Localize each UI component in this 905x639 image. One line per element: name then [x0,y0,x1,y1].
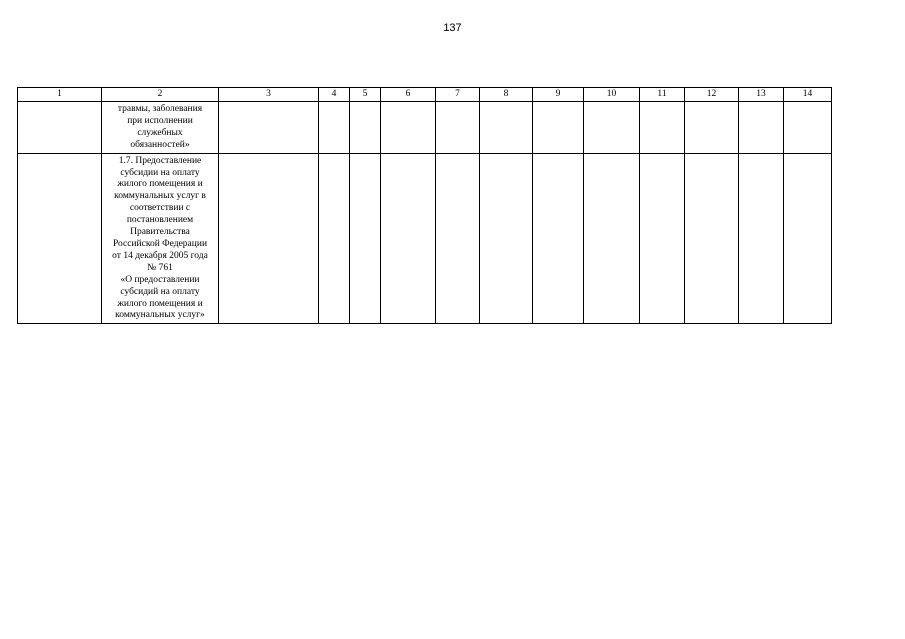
table-cell-empty [584,153,640,324]
table-row [18,102,832,154]
column-header-14: 14 [784,88,832,102]
table-cell-empty [739,153,784,324]
table-cell-empty [784,102,832,154]
column-header-9: 9 [533,88,584,102]
table-row [18,153,832,324]
table-cell-empty [640,102,685,154]
table-cell-empty [18,153,102,324]
page-number: 137 [443,22,462,34]
table-cell-empty [319,102,350,154]
table-cell-empty [640,153,685,324]
column-header-13: 13 [739,88,784,102]
column-header-10: 10 [584,88,640,102]
cell-text-line: субсидии на оплату [120,167,200,178]
table-cell-empty [219,153,319,324]
column-header-4: 4 [319,88,350,102]
table-cell-empty [533,102,584,154]
report-table [17,87,832,324]
column-header-3: 3 [219,88,319,102]
table-cell-empty [18,102,102,154]
cell-text-line: Российской Федерации [112,238,208,249]
cell-text-line: 1.7. Предоставление [118,155,202,166]
column-header-6: 6 [381,88,436,102]
table-cell-empty [685,153,739,324]
column-header-12: 12 [685,88,739,102]
cell-text-line: коммунальных услуг» [115,310,205,321]
cell-text-line: обязанностей» [130,139,190,150]
table-cell-empty [584,102,640,154]
table-cell-empty [784,153,832,324]
cell-text-line: № 761 [147,262,173,273]
header-row [18,88,832,102]
table-cell-empty [381,102,436,154]
table-cell-empty [436,153,480,324]
table-cell-empty [219,102,319,154]
table-cell-empty [480,153,533,324]
cell-text-line: коммунальных услуг в [114,191,206,202]
cell-text-line: постановлением [126,215,194,226]
cell-text-line: жилого помещения и [117,179,203,190]
cell-text-line: Правительства [130,227,190,238]
table-cell-empty [350,102,381,154]
table-cell-description [102,102,219,154]
table-cell-empty [480,102,533,154]
table-cell-empty [381,153,436,324]
cell-text-line: соответствии с [129,203,191,214]
column-header-8: 8 [480,88,533,102]
table-cell-empty [739,102,784,154]
table-cell-description [102,153,219,324]
column-header-7: 7 [436,88,480,102]
cell-text-line: субсидий на оплату [120,286,200,297]
cell-text-line: при исполнении [127,115,193,126]
table-cell-empty [319,153,350,324]
column-header-5: 5 [350,88,381,102]
cell-text-line: служебных [137,127,183,138]
table-cell-empty [533,153,584,324]
cell-text-line: жилого помещения и [117,298,203,309]
cell-text-line: от 14 декабря 2005 года [112,250,208,261]
column-header-2: 2 [102,88,219,102]
table-cell-empty [685,102,739,154]
table-cell-empty [350,153,381,324]
cell-text-line: травмы, заболевания [117,104,203,114]
column-header-11: 11 [640,88,685,102]
cell-text-line: «О предоставлении [120,274,200,285]
column-header-1: 1 [18,88,102,102]
table-cell-empty [436,102,480,154]
